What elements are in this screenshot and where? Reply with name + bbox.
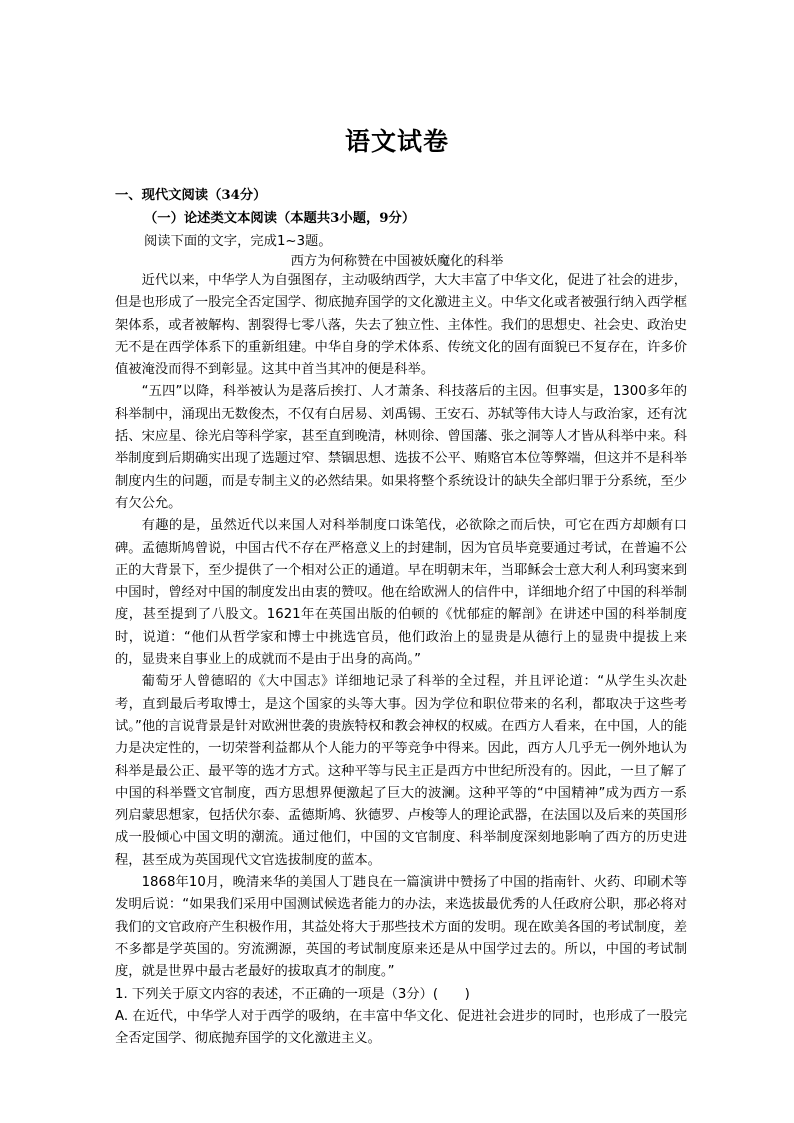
question-1-option-a: A. 在近代，中华学人对于西学的吸纳，在丰富中华文化、促进社会进步的同时，也形成了一股完全否定国学、彻底抛弃国学的文化激进主义。	[115, 1008, 687, 1047]
question-1: 1. 下列关于原文内容的表述，不正确的一项是（3分）( )	[115, 986, 470, 1002]
article-body	[115, 270, 687, 1050]
paragraph: 1868年10月，晚清来华的美国人丁韪良在一篇演讲中赞扬了中国的指南针、火药、印刷术等发明后说：“如果我们采用中国测试候选者能力的办法，来选拔最优秀的人任政府公职，那必将对我们的文官政府产生积极作用，其益处将大于那些技术方面的发明。现在欧美各国的考试制度，差不多都是学英国的。穷流溯源，英国的考试制度原来还是从中国学过去的。所以，中国的考试制度，就是世界中最古老最好的拔取真才的制度。”	[115, 875, 687, 980]
paragraph: 有趣的是，虽然近代以来国人对科举制度口诛笔伐，必欲除之而后快，可它在西方却颇有口碑。孟德斯鸠曾说，中国古代不存在严格意义上的封建制，因为官员毕竟要通过考试，在普遍不公正的大背景下，至少提供了一个相对公正的通道。早在明朝末年，当耶稣会士意大利人利玛窦来到中国时，曾经对中国的制度发出由衷的赞叹。他在给欧洲人的信件中，详细地介绍了中国的科举制度，甚至提到了八股文。1621年在英国出版的伯顿的《忧郁症的解剖》在讲述中国的科举制度时，说道：“他们从哲学家和博士中挑选官员，他们政治上的显贵是从德行上的显贵中提拔上来的，显贵来自事业上的成就而不是由于出身的高尚。”	[115, 518, 687, 668]
subsection-heading: （一）论述类文本阅读（本题共3小题，9分）	[144, 211, 416, 226]
section-heading: 一、现代文阅读（34分）	[115, 188, 267, 203]
reading-instruction: 阅读下面的文字，完成1~3题。	[144, 234, 332, 249]
page-title: 语文试卷	[344, 127, 449, 156]
article-title: 西方为何称赞在中国被妖魔化的科举	[290, 254, 504, 269]
paragraph: 葡萄牙人曾德昭的《大中国志》详细地记录了科举的全过程，并且评论道：“从学生头次赴考，直到最后考取博士，是这个国家的头等大事。因为学位和职位带来的名利，都取决于这些考试。”他的言说背景是针对欧洲世袭的贵族特权和教会神权的权威。在西方人看来，在中国，人的能力是决定性的，一切荣誉利益都从个人能力的平等竞争中得来。因此，西方人几乎无一例外地认为科举是最公正、最平等的选才方式。这种平等与民主正是西方中世纪所没有的。因此，一旦了解了中国的科举暨文官制度，西方思想界便激起了巨大的波澜。这种平等的“中国精神”成为西方一系列启蒙思想家，包括伏尔泰、孟德斯鸠、狄德罗、卢梭等人的理论武器，在法国以及后来的英国形成一股倾心中国文明的潮流。通过他们，中国的文官制度、科举制度深刻地影响了西方的历史进程，甚至成为英国现代文官选拔制度的蓝本。	[115, 674, 688, 868]
paragraph: “五四”以降，科举被认为是落后挨打、人才萧条、科技落后的主因。但事实是，1300多年的科举制中，涌现出无数俊杰，不仅有白居易、刘禹锡、王安石、苏轼等伟大诗人与政治家，还有沈括、宋应星、徐光启等科学家，甚至直到晚清，林则徐、曾国藩、张之洞等人才皆从科举中来。科举制度到后期确实出现了选题过窄、禁锢思想、选拔不公平、贿赂官本位等弊端，但这并不是科举制度内生的问题，而是专制主义的必然结果。如果将整个系统设计的缺失全部归罪于分系统，至少有欠公允。	[115, 384, 687, 511]
paragraph: 近代以来，中华学人为自强图存，主动吸纳西学，大大丰富了中华文化，促进了社会的进步，但是也形成了一股完全否定国学、彻底抛弃国学的文化激进主义。中华文化或者被强行纳入西学框架体系，或者被解构、割裂得七零八落，失去了独立性、主体性。我们的思想史、社会史、政治史无不是在西学体系下的重新组建。中华自身的学术体系、传统文化的固有面貌已不复存在，许多价值被淹没而得不到彰显。这其中首当其冲的便是科举。	[115, 273, 687, 378]
